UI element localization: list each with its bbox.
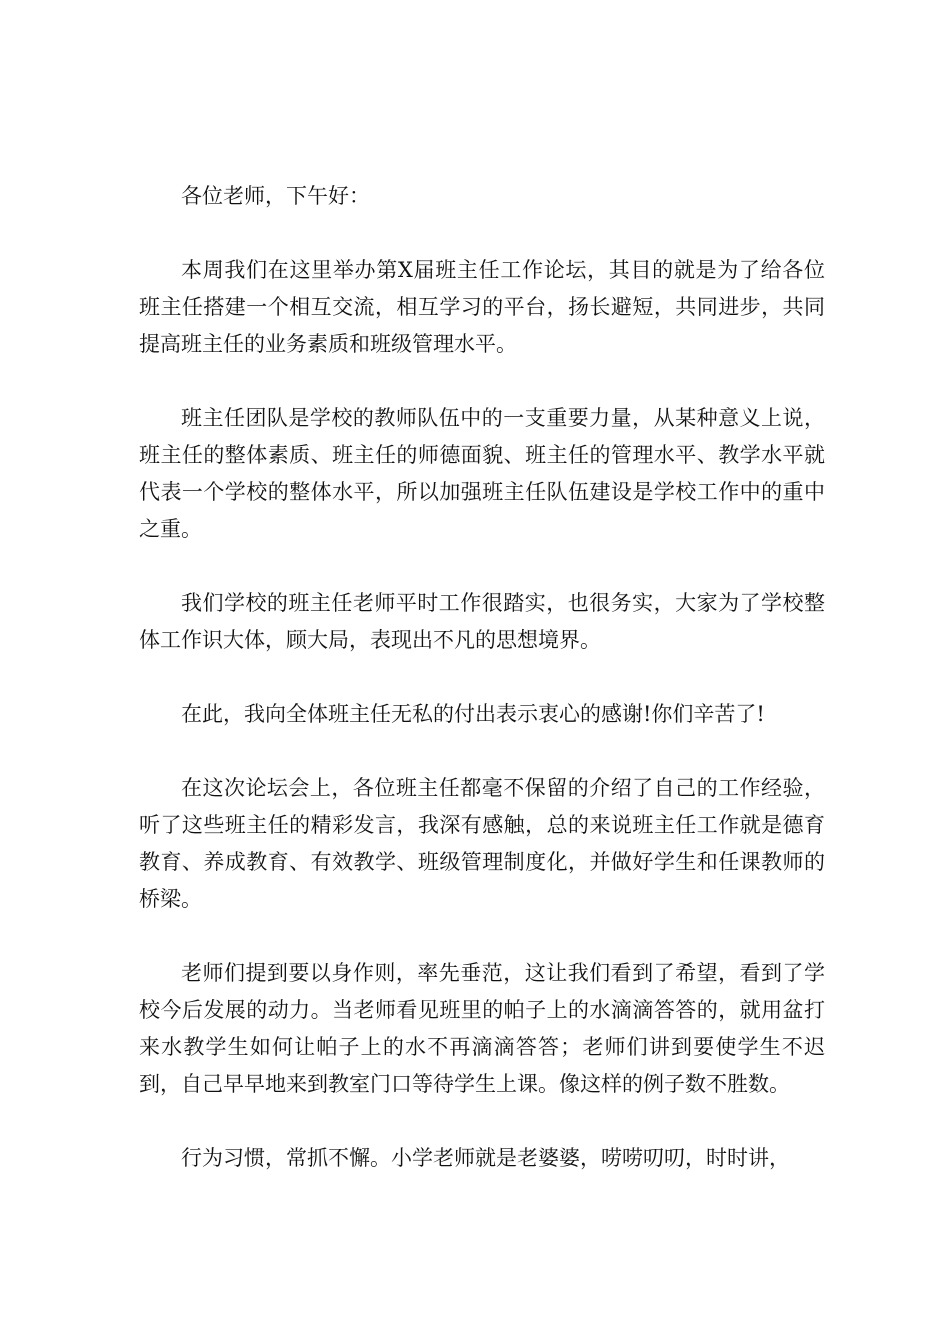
paragraph-forum-purpose: 本周我们在这里举办第X届班主任工作论坛，其目的就是为了给各位班主任搭建一个相互交流，相互学习的平台，扬长避短，共同进步，共同提高班主任的业务素质和班级管理水平。 <box>139 258 825 356</box>
paragraph-leading-by-example: 老师们提到要以身作则，率先垂范，这让我们看到了希望，看到了学校今后发展的动力。当老师看见班里的帕子上的水滴滴答答的，就用盆打来水教学生如何让帕子上的水不再滴滴答答；老师们讲到要使学生不迟到，自己早早地来到教室门口等待学生上课。像这样的例子数不胜数。 <box>139 961 825 1096</box>
paragraph-teacher-praise: 我们学校的班主任老师平时工作很踏实，也很务实，大家为了学校整体工作识大体，顾大局，表现出不凡的思想境界。 <box>139 591 825 652</box>
greeting-paragraph: 各位老师，下午好： <box>181 184 370 208</box>
paragraph-team-importance: 班主任团队是学校的教师队伍中的一支重要力量，从某种意义上说，班主任的整体素质、班主任的师德面貌、班主任的管理水平、教学水平就代表一个学校的整体水平，所以加强班主任队伍建设是学校工作中的重中之重。 <box>139 406 825 541</box>
paragraph-habits: 行为习惯，常抓不懈。小学老师就是老婆婆，唠唠叨叨，时时讲， <box>181 1146 790 1170</box>
paragraph-thanks: 在此，我向全体班主任无私的付出表示衷心的感谢!你们辛苦了! <box>181 702 765 726</box>
paragraph-forum-experience: 在这次论坛会上，各位班主任都毫不保留的介绍了自己的工作经验，听了这些班主任的精彩发言，我深有感触，总的来说班主任工作就是德育教育、养成教育、有效教学、班级管理制度化，并做好学生和任课教师的桥梁。 <box>139 776 825 911</box>
document-body <box>139 178 825 1214</box>
